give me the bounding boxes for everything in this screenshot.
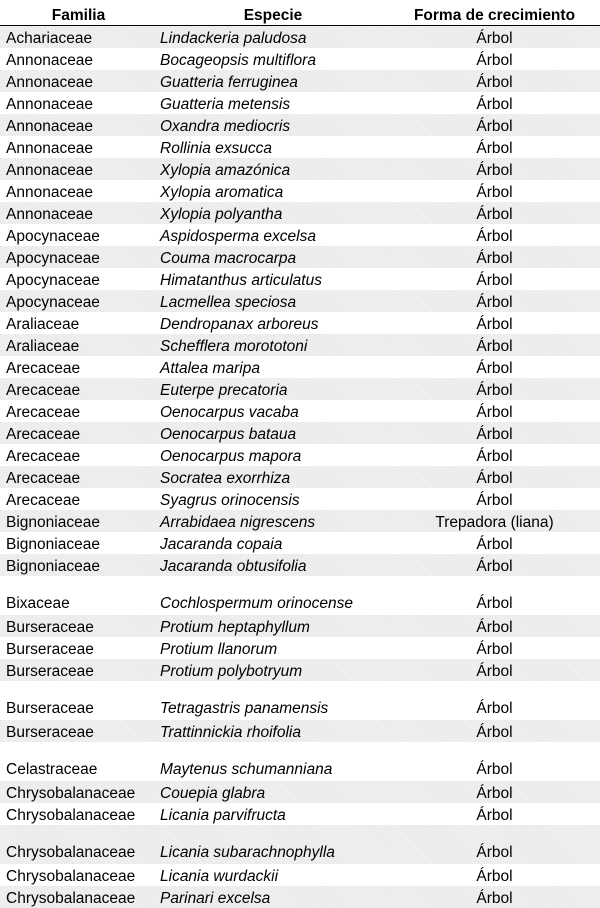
familia-cell: Chrysobalanaceae bbox=[0, 825, 157, 864]
familia-cell: Annonaceae bbox=[0, 70, 157, 92]
familia-cell: Annonaceae bbox=[0, 92, 157, 114]
table-row bbox=[0, 48, 600, 70]
table-row bbox=[0, 180, 600, 202]
table-row bbox=[0, 488, 600, 510]
forma-cell: Árbol bbox=[389, 334, 600, 356]
table-row bbox=[0, 26, 600, 49]
table-row bbox=[0, 378, 600, 400]
familia-cell: Bignoniaceae bbox=[0, 510, 157, 532]
familia-cell: Arecaceae bbox=[0, 466, 157, 488]
familia-cell: Araliaceae bbox=[0, 334, 157, 356]
forma-cell: Árbol bbox=[389, 268, 600, 290]
forma-cell: Árbol bbox=[389, 70, 600, 92]
forma-cell: Árbol bbox=[389, 26, 600, 49]
table-row bbox=[0, 92, 600, 114]
especie-cell: Tetragastris panamensis bbox=[157, 681, 389, 720]
especie-cell: Trattinnickia rhoifolia bbox=[157, 720, 389, 742]
forma-cell: Árbol bbox=[389, 246, 600, 268]
table-row bbox=[0, 825, 600, 864]
forma-cell: Árbol bbox=[389, 615, 600, 637]
forma-cell: Árbol bbox=[389, 400, 600, 422]
forma-cell: Árbol bbox=[389, 681, 600, 720]
forma-cell: Árbol bbox=[389, 224, 600, 246]
familia-cell: Annonaceae bbox=[0, 202, 157, 224]
especie-cell: Licania wurdackii bbox=[157, 864, 389, 886]
especie-cell: Lindackeria paludosa bbox=[157, 26, 389, 49]
familia-cell: Annonaceae bbox=[0, 48, 157, 70]
forma-cell: Árbol bbox=[389, 312, 600, 334]
especie-cell: Oenocarpus bataua bbox=[157, 422, 389, 444]
forma-cell: Árbol bbox=[389, 576, 600, 615]
especie-cell: Schefflera morototoni bbox=[157, 334, 389, 356]
header-row bbox=[0, 0, 600, 26]
table-row bbox=[0, 742, 600, 781]
familia-cell: Chrysobalanaceae bbox=[0, 803, 157, 825]
especie-cell: Xylopia aromatica bbox=[157, 180, 389, 202]
table-row bbox=[0, 114, 600, 136]
familia-cell: Burseraceae bbox=[0, 615, 157, 637]
forma-cell: Árbol bbox=[389, 637, 600, 659]
forma-cell: Árbol bbox=[389, 825, 600, 864]
especie-cell: Couepia glabra bbox=[157, 781, 389, 803]
familia-cell: Celastraceae bbox=[0, 742, 157, 781]
especie-cell: Oxandra mediocris bbox=[157, 114, 389, 136]
especie-cell: Protium polybotryum bbox=[157, 659, 389, 681]
table-row bbox=[0, 334, 600, 356]
forma-cell: Trepadora (liana) bbox=[389, 510, 600, 532]
especie-cell: Jacaranda copaia bbox=[157, 532, 389, 554]
forma-cell: Árbol bbox=[389, 532, 600, 554]
forma-cell: Árbol bbox=[389, 422, 600, 444]
table-row bbox=[0, 224, 600, 246]
forma-cell: Árbol bbox=[389, 158, 600, 180]
forma-cell: Árbol bbox=[389, 554, 600, 576]
forma-cell: Árbol bbox=[389, 48, 600, 70]
familia-cell: Burseraceae bbox=[0, 720, 157, 742]
table-row bbox=[0, 576, 600, 615]
especie-cell: Guatteria ferruginea bbox=[157, 70, 389, 92]
forma-cell: Árbol bbox=[389, 180, 600, 202]
table-row bbox=[0, 803, 600, 825]
table-row bbox=[0, 781, 600, 803]
table-row bbox=[0, 659, 600, 681]
familia-cell: Apocynaceae bbox=[0, 268, 157, 290]
table-row bbox=[0, 356, 600, 378]
table-row bbox=[0, 720, 600, 742]
table-row bbox=[0, 864, 600, 886]
especie-cell: Socratea exorrhiza bbox=[157, 466, 389, 488]
familia-cell: Arecaceae bbox=[0, 488, 157, 510]
header-forma: Forma de crecimiento bbox=[389, 0, 600, 26]
table-row bbox=[0, 70, 600, 92]
forma-cell: Árbol bbox=[389, 202, 600, 224]
forma-cell: Árbol bbox=[389, 356, 600, 378]
especie-cell: Protium llanorum bbox=[157, 637, 389, 659]
especie-cell: Arrabidaea nigrescens bbox=[157, 510, 389, 532]
familia-cell: Apocynaceae bbox=[0, 224, 157, 246]
table-row bbox=[0, 246, 600, 268]
forma-cell: Árbol bbox=[389, 466, 600, 488]
especie-cell: Xylopia polyantha bbox=[157, 202, 389, 224]
especie-cell: Maytenus schumanniana bbox=[157, 742, 389, 781]
especie-cell: Aspidosperma excelsa bbox=[157, 224, 389, 246]
especie-cell: Dendropanax arboreus bbox=[157, 312, 389, 334]
table-row bbox=[0, 886, 600, 908]
forma-cell: Árbol bbox=[389, 114, 600, 136]
table-row bbox=[0, 554, 600, 576]
forma-cell: Árbol bbox=[389, 803, 600, 825]
familia-cell: Arecaceae bbox=[0, 356, 157, 378]
familia-cell: Burseraceae bbox=[0, 637, 157, 659]
forma-cell: Árbol bbox=[389, 488, 600, 510]
familia-cell: Burseraceae bbox=[0, 659, 157, 681]
table-row bbox=[0, 532, 600, 554]
table-row bbox=[0, 290, 600, 312]
familia-cell: Annonaceae bbox=[0, 136, 157, 158]
familia-cell: Apocynaceae bbox=[0, 246, 157, 268]
forma-cell: Árbol bbox=[389, 742, 600, 781]
especie-cell: Licania parvifructa bbox=[157, 803, 389, 825]
table-row bbox=[0, 136, 600, 158]
familia-cell: Chrysobalanaceae bbox=[0, 781, 157, 803]
forma-cell: Árbol bbox=[389, 444, 600, 466]
header-familia: Familia bbox=[0, 0, 157, 26]
familia-cell: Arecaceae bbox=[0, 400, 157, 422]
table-row bbox=[0, 637, 600, 659]
especie-cell: Couma macrocarpa bbox=[157, 246, 389, 268]
especie-cell: Oenocarpus mapora bbox=[157, 444, 389, 466]
table-row bbox=[0, 268, 600, 290]
forma-cell: Árbol bbox=[389, 378, 600, 400]
familia-cell: Araliaceae bbox=[0, 312, 157, 334]
familia-cell: Chrysobalanaceae bbox=[0, 886, 157, 908]
especie-cell: Lacmellea speciosa bbox=[157, 290, 389, 312]
especie-cell: Oenocarpus vacaba bbox=[157, 400, 389, 422]
table-row bbox=[0, 510, 600, 532]
familia-cell: Apocynaceae bbox=[0, 290, 157, 312]
forma-cell: Árbol bbox=[389, 92, 600, 114]
forma-cell: Árbol bbox=[389, 136, 600, 158]
table-row bbox=[0, 312, 600, 334]
especie-cell: Cochlospermum orinocense bbox=[157, 576, 389, 615]
especie-cell: Licania subarachnophylla bbox=[157, 825, 389, 864]
familia-cell: Arecaceae bbox=[0, 422, 157, 444]
especie-cell: Parinari excelsa bbox=[157, 886, 389, 908]
table-row bbox=[0, 466, 600, 488]
table-row bbox=[0, 202, 600, 224]
table-header bbox=[0, 0, 600, 26]
table-body bbox=[0, 26, 600, 908]
forma-cell: Árbol bbox=[389, 659, 600, 681]
forma-cell: Árbol bbox=[389, 720, 600, 742]
familia-cell: Annonaceae bbox=[0, 180, 157, 202]
familia-cell: Arecaceae bbox=[0, 444, 157, 466]
especie-cell: Syagrus orinocensis bbox=[157, 488, 389, 510]
familia-cell: Burseraceae bbox=[0, 681, 157, 720]
especie-cell: Jacaranda obtusifolia bbox=[157, 554, 389, 576]
header-especie: Especie bbox=[157, 0, 389, 26]
table-row bbox=[0, 681, 600, 720]
familia-cell: Chrysobalanaceae bbox=[0, 864, 157, 886]
especie-cell: Himatanthus articulatus bbox=[157, 268, 389, 290]
forma-cell: Árbol bbox=[389, 290, 600, 312]
familia-cell: Bignoniaceae bbox=[0, 532, 157, 554]
table-row bbox=[0, 422, 600, 444]
forma-cell: Árbol bbox=[389, 864, 600, 886]
especie-cell: Xylopia amazónica bbox=[157, 158, 389, 180]
especie-cell: Bocageopsis multiflora bbox=[157, 48, 389, 70]
familia-cell: Annonaceae bbox=[0, 114, 157, 136]
table-row bbox=[0, 615, 600, 637]
especie-cell: Attalea maripa bbox=[157, 356, 389, 378]
familia-cell: Bignoniaceae bbox=[0, 554, 157, 576]
table-row bbox=[0, 400, 600, 422]
forma-cell: Árbol bbox=[389, 886, 600, 908]
familia-cell: Arecaceae bbox=[0, 378, 157, 400]
table-row bbox=[0, 158, 600, 180]
especie-cell: Rollinia exsucca bbox=[157, 136, 389, 158]
familia-cell: Bixaceae bbox=[0, 576, 157, 615]
especie-cell: Euterpe precatoria bbox=[157, 378, 389, 400]
familia-cell: Annonaceae bbox=[0, 158, 157, 180]
forma-cell: Árbol bbox=[389, 781, 600, 803]
especie-cell: Protium heptaphyllum bbox=[157, 615, 389, 637]
familia-cell: Achariaceae bbox=[0, 26, 157, 49]
table-row bbox=[0, 444, 600, 466]
especie-cell: Guatteria metensis bbox=[157, 92, 389, 114]
